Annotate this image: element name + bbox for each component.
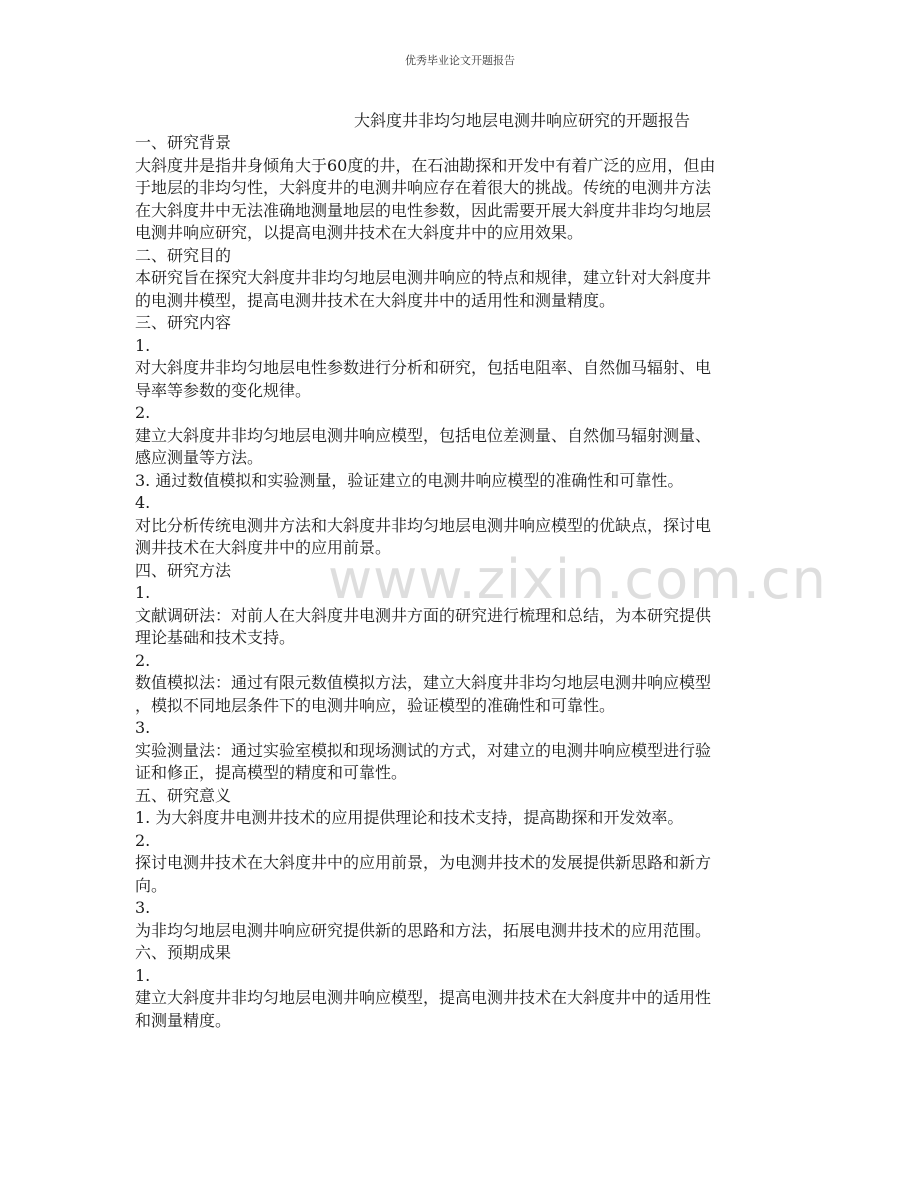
text-line: 3. xyxy=(135,718,151,737)
text-line: 探讨电测井技术在大斜度井中的应用前景，为电测井技术的发展提供新思路和新方 xyxy=(135,853,712,872)
text-line: 对比分析传统电测井方法和大斜度井非均匀地层电测井响应模型的优缺点，探讨电 xyxy=(135,515,712,535)
text-line: 三、研究内容 xyxy=(135,313,232,332)
text-line: 在大斜度井中无法准确地测量地层的电性参数，因此需要开展大斜度井非均匀地层 xyxy=(135,200,712,220)
text-line: 1. xyxy=(135,335,151,355)
text-line: 的电测井模型，提高电测井技术在大斜度井中的适用性和测量精度。 xyxy=(135,290,616,310)
text-line: 向。 xyxy=(135,875,168,895)
text-line: 3. xyxy=(135,898,151,917)
text-line: 大斜度井是指井身倾角大于60度的井，在石油勘探和开发中有着广泛的应用，但由 xyxy=(135,155,716,175)
text-line: 数值模拟法：通过有限元数值模拟方法，建立大斜度井非均匀地层电测井响应模型 xyxy=(135,673,712,692)
text-line: 1. 为大斜度井电测井技术的应用提供理论和技术支持，提高勘探和开发效率。 xyxy=(135,808,684,827)
text-line: 五、研究意义 xyxy=(135,785,232,805)
text-line: 1. xyxy=(135,583,151,602)
text-line: 六、预期成果 xyxy=(135,943,232,962)
text-line: 对大斜度井非均匀地层电性参数进行分析和研究，包括电阻率、自然伽马辐射、电 xyxy=(135,358,712,377)
text-line: 和测量精度。 xyxy=(135,1010,232,1030)
text-line: 本研究旨在探究大斜度井非均匀地层电测井响应的特点和规律，建立针对大斜度井 xyxy=(135,268,712,287)
text-line: 证和修正，提高模型的精度和可靠性。 xyxy=(135,763,408,782)
text-line: 建立大斜度井非均匀地层电测井响应模型，包括电位差测量、自然伽马辐射测量、 xyxy=(135,425,712,445)
text-line: 理论基础和技术支持。 xyxy=(135,628,296,647)
text-line: ，模拟不同地层条件下的电测井响应，验证模型的准确性和可靠性。 xyxy=(135,695,616,715)
text-line: 感应测量等方法。 xyxy=(135,448,264,467)
text-line: 二、研究目的 xyxy=(135,245,232,265)
document-title: 大斜度井非均匀地层电测井响应研究的开题报告 xyxy=(354,111,691,130)
text-line: 2. xyxy=(135,403,151,422)
text-line: 四、研究方法 xyxy=(135,560,232,580)
text-line: 3. 通过数值模拟和实验测量，验证建立的电测井响应模型的准确性和可靠性。 xyxy=(135,470,684,490)
text-line: 电测井响应研究，以提高电测井技术在大斜度井中的应用效果。 xyxy=(135,223,584,242)
text-line: 实验测量法：通过实验室模拟和现场测试的方式，对建立的电测井响应模型进行验 xyxy=(135,740,712,760)
text-line: 2. xyxy=(135,830,151,850)
text-line: 一、研究背景 xyxy=(135,133,232,152)
text-line: 于地层的非均匀性，大斜度井的电测井响应存在着很大的挑战。传统的电测井方法 xyxy=(135,178,712,197)
text-line: 建立大斜度井非均匀地层电测井响应模型，提高电测井技术在大斜度井中的适用性 xyxy=(135,988,712,1007)
text-line: 2. xyxy=(135,650,151,670)
text-line: 测井技术在大斜度井中的应用前景。 xyxy=(135,538,392,557)
text-line: 为非均匀地层电测井响应研究提供新的思路和方法，拓展电测井技术的应用范围。 xyxy=(135,920,712,940)
text-line: 文献调研法：对前人在大斜度井电测井方面的研究进行梳理和总结，为本研究提供 xyxy=(135,605,712,625)
header-note: 优秀毕业论文开题报告 xyxy=(405,54,515,67)
text-line: 4. xyxy=(135,493,151,512)
text-line: 导率等参数的变化规律。 xyxy=(135,380,312,400)
watermark-text: www.zixin.com.cn xyxy=(328,548,827,611)
text-line: 1. xyxy=(135,965,151,985)
document-body xyxy=(135,132,787,1032)
